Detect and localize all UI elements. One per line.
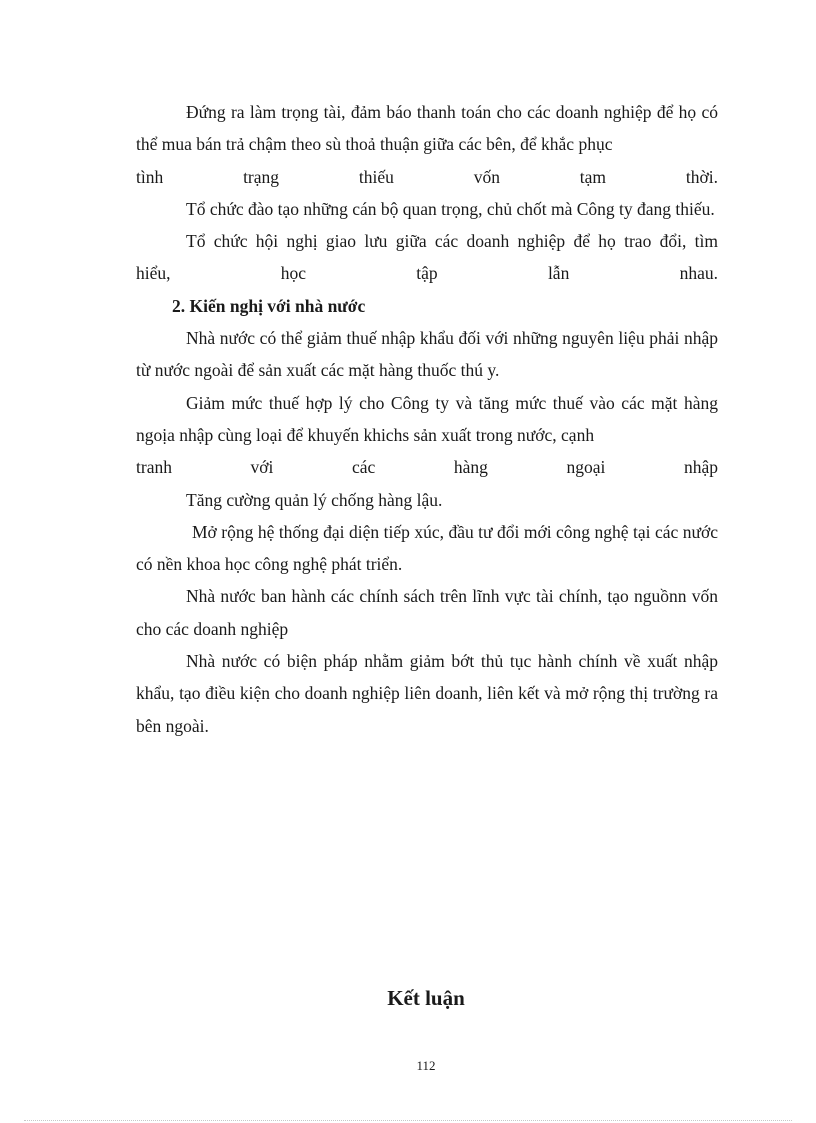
page-number: 112 xyxy=(416,1058,436,1073)
paragraph-training: Tổ chức đào tạo những cán bộ quan trọng, chủ chốt mà Công ty đang thiếu. xyxy=(186,198,715,219)
paragraph-representation: Mở rộng hệ thống đại diện tiếp xúc, đầu tư đổi mới công nghệ tại các nước có nền khoa học công nghệ phát triển. xyxy=(136,521,718,575)
paragraph-finance-policy: Nhà nước ban hành các chính sách trên lĩnh vực tài chính, tạo nguồnn vốn cho các doanh nghiệp xyxy=(136,586,718,639)
paragraph-anti-smuggling: Tăng cường quản lý chống hàng lậu. xyxy=(186,489,443,510)
paragraph-admin-procedures: Nhà nước có biện pháp nhằm giảm bớt thủ tục hành chính về xuất nhập khẩu, tạo điều kiện cho doanh nghiệp liên doanh, liên kết và mở rộng thị trường ra bên ngoài. xyxy=(136,651,718,736)
body-text xyxy=(136,96,718,742)
paragraph-tax-rate-part1: Giảm mức thuế hợp lý cho Công ty và tăng mức thuế vào các mặt hàng ngoịa nhập cùng loại để khuyến khichs sản xuất trong nước, cạnh xyxy=(136,392,718,445)
paragraph-import-tax: Nhà nước có thể giảm thuế nhập khẩu đối với những nguyên liệu phải nhập từ nước ngoài để sản xuất các mặt hàng thuốc thú y. xyxy=(136,328,718,381)
paragraph-conference-part2: hiểu, học tập lẫn nhau. xyxy=(136,263,718,284)
paragraph-conference-part1: Tổ chức hội nghị giao lưu giữa các doanh nghiệp để họ trao đổi, tìm xyxy=(186,231,718,252)
page-bottom-divider xyxy=(24,1120,792,1121)
paragraph-arbitration-part1: Đứng ra làm trọng tài, đảm báo thanh toán cho các doanh nghiệp để họ có thể mua bán trả chậm theo sù thoả thuận giữa các bên, để khắc phục xyxy=(136,102,718,155)
paragraph-tax-rate-part2: tranh với các hàng ngoại nhập xyxy=(136,457,718,478)
conclusion-heading: Kết luận xyxy=(387,986,465,1010)
section-heading: 2. Kiến nghị với nhà nước xyxy=(172,295,366,316)
paragraph-arbitration-part2: tình trạng thiếu vốn tạm thời. xyxy=(136,166,718,187)
